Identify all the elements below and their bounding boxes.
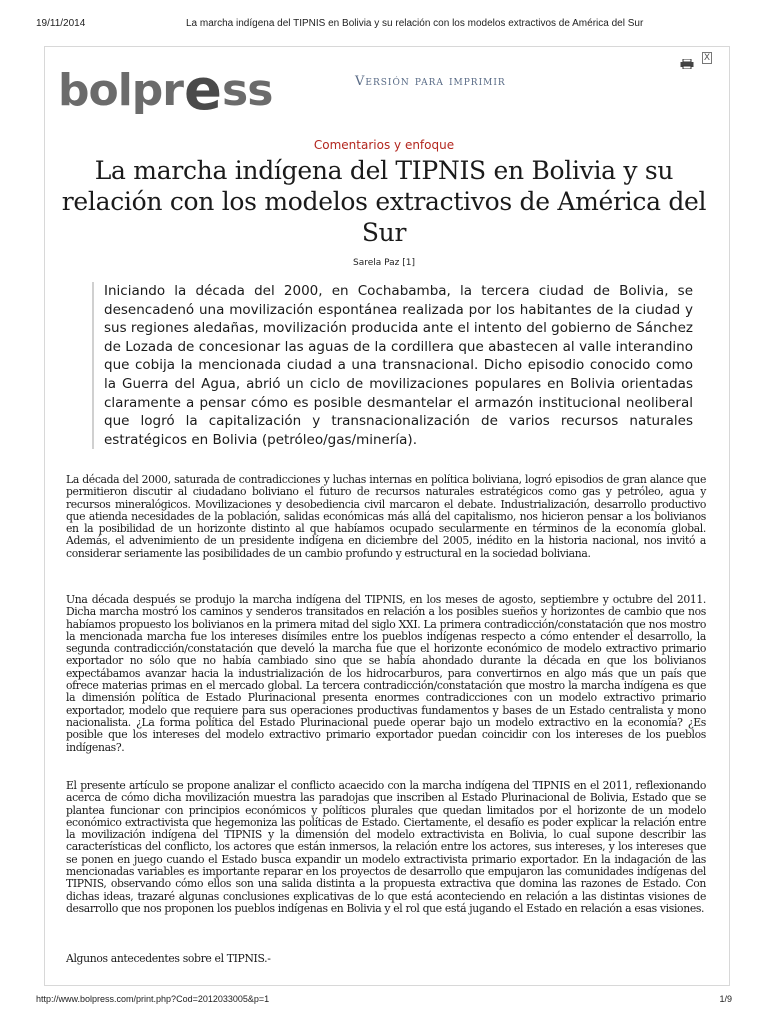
body-subheading: Algunos antecedentes sobre el TIPNIS.- [66,952,271,965]
printer-icon[interactable] [680,54,694,64]
logo-text-start: bolpr [58,65,184,116]
body-paragraph-1: La década del 2000, saturada de contradicciones y luchas internas en política boliviana, logró episodios de gran alance que permitieron discutir al ciudadano boliviano el futuro de recursos naturales estratégicos como gas y petróleo, agua y recursos mineralógicos. Movilizaciones y desobediencia civil marcaron el debate. Industrialización, desarrollo productivo que atienda necesidades de la población, salidas económicas más allá del capitalismo, nos hicieron pensar a los bolivianos en la posibilidad de un horizonte distinto al que habíamos ocupado secularmente en términos de la economía global. Además, el advenimiento de un presidente indígena en diciembre del 2005, inédito en la historia nacional, nos invitó a considerar seriamente las posibilidades de un cambio profundo y estructural en la sociedad boliviana. [66,473,706,560]
close-icon[interactable]: X [703,53,711,63]
article-title: La marcha indígena del TIPNIS en Bolivia y su relación con los modelos extractivos de América del Sur [61,156,707,247]
print-footer [0,994,768,1008]
print-date: 19/11/2014 [36,18,86,29]
article-author: Sarela Paz [1] [352,258,415,268]
toolbar [680,52,720,66]
logo-big-letter: e [184,58,221,123]
print-header [0,18,768,32]
page-number: 1/9 [719,994,732,1004]
body-paragraph-2: Una década después se produjo la marcha indígena del TIPNIS, en los meses de agosto, septiembre y octubre del 2011. Dicha marcha mostró los caminos y senderos transitados en relación a los posibles sueños y horizontes de cambio que nos habíamos propuesto los bolivianos en la primera mitad del siglo XXI. La primera contradicción/constatación que nos mostro la mencionada marcha fue los intereses disímiles entre los pueblos indígenas respecto a cómo entender el desarrollo, la segunda contradicción/constatación que develó la marcha fue que el horizonte económico de modelo extractivo primario exportador no sólo que no había cambiado sino que se había ahondado durante la década en que los bolivianos expectábamos avanzar hacia la industrialización de los hidrocarburos, para convertirnos en algo más que un país que ofrece materias primas en el mercado global. La tercera contradicción/constatación que mostro la marcha indígena es que la dimensión política de Estado Plurinacional presenta enormes contradicciones con un modelo extractivo primario exportador, modelo que requiere para sus operaciones productivas fundamentos y bases de un Estado centralista y mono nacionalista. ¿La forma política del Estado Plurinacional puede operar bajo un modelo extractivo en la economía? ¿Es posible que los intereses del modelo extractivo primario exportador puedan coincidir con los intereses de los pueblos indígenas?. [66,593,706,754]
print-doc-title: La marcha indígena del TIPNIS en Bolivia y su relación con los modelos extractivos de América del Sur [186,18,644,29]
body-paragraph-3: El presente artículo se propone analizar el conflicto acaecido con la marcha indígena del TIPNIS en el 2011, reflexionando acerca de cómo dicha movilización muestra las paradojas que inscriben al Estado Plurinacional de Bolivia, Estado que se plantea funcionar con principios económicos y políticos plurales que quedan limitados por el horizonte de un modelo económico extractivista que hegemoniza las políticas de Estado. Ciertamente, el desafío es poder explicar la relación entre la movilización indígena del TIPNIS y la dimensión del modelo extractivista en Bolivia, lo cual supone describir las características del conflicto, los actores que están inmersos, la relación entre los actores, sus intereses, y los intereses que se ponen en juego cuando el Estado busca expandir un modelo extractivista primario exportador. En la indagación de las mencionadas variables es importante reparar en los proyectos de desarrollo que empujaron las comunidades indígenas del TIPNIS, observando cómo ellos son una salida distinta a la propuesta extractiva que domina las razones de Estado. Con dichas ideas, trazaré algunas conclusiones explicativas de lo que está aconteciendo en relación a las distintas visiones de desarrollo que nos proponen los pueblos indígenas en Bolivia y el rol que está jugando el Estado en relación a esas visiones. [66,779,706,915]
article-lead: Iniciando la década del 2000, en Cochabamba, la tercera ciudad de Bolivia, se desencadenó una movilización espontánea realizada por los habitantes de la ciudad y sus regiones aledañas, movilización producida ante el intento del gobierno de Sánchez de Lozada de concesionar las aguas de la cordillera que abastecen al valle interandino que cobija la mencionada ciudad a una transnacional. Dicho episodio conocido como la Guerra del Agua, abrió un ciclo de movilizaciones populares en Bolivia orientadas claramente a pensar cómo es posible desmantelar el armazón institucional neoliberal que logró la capitalización y transnacionalización de varios recursos naturales estratégicos en Bolivia (petróleo/gas/minería). [92,282,693,449]
logo-text-end: ss [222,65,273,116]
bolpress-logo[interactable] [58,58,308,123]
print-url: http://www.bolpress.com/print.php?Cod=2012033005&p=1 [36,994,270,1004]
section-label[interactable]: Comentarios y enfoque [313,138,455,152]
print-version-label: Versión para imprimir [355,74,506,89]
